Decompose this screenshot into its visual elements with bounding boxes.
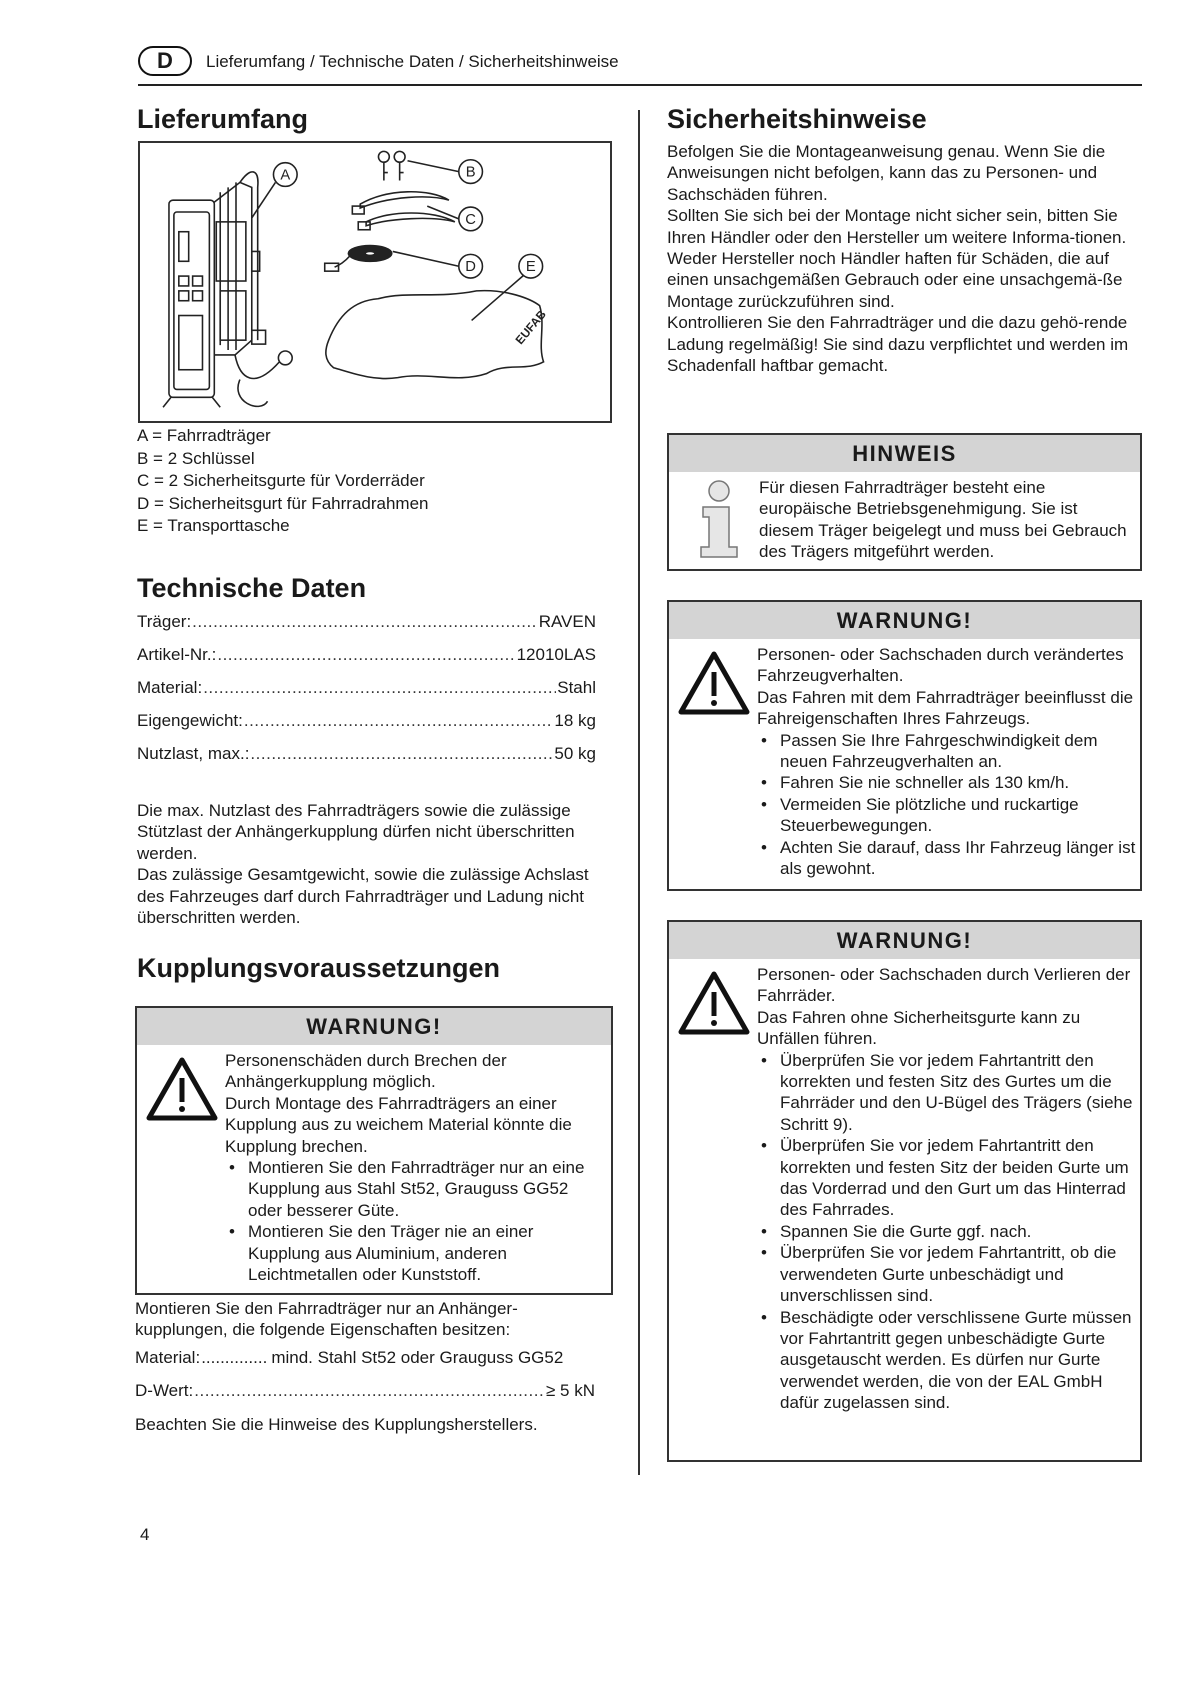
figure-label-b: B bbox=[465, 164, 476, 181]
spec-row-material bbox=[137, 678, 596, 698]
legend-item: E = Transporttasche bbox=[137, 516, 290, 536]
load-paragraph: Das zulässige Gesamtgewicht, sowie die zulässige Achslast des Fahrzeuges darf durch Fahrradträger und Ladung nicht überschritten werden. bbox=[137, 865, 589, 928]
column-divider bbox=[638, 110, 640, 1475]
warning-body bbox=[757, 964, 1137, 1414]
spec-row-traeger bbox=[137, 612, 596, 632]
warning-heading: WARNUNG! bbox=[137, 1008, 611, 1045]
warnung-fahrzeug-box bbox=[667, 600, 1142, 891]
list-item: • Passen Sie Ihre Fahrgeschwindigkeit dem neuen Fahrzeugverhalten an. bbox=[757, 730, 1137, 773]
warning-list bbox=[757, 730, 1137, 880]
spec-value: mind. Stahl St52 oder Grauguss GG52 bbox=[271, 1348, 564, 1367]
spec-value: Stahl bbox=[557, 678, 596, 697]
spec-row-eigengewicht bbox=[137, 711, 596, 731]
spec-dots bbox=[194, 1381, 545, 1401]
sicherheit-paragraph: Kontrollieren Sie den Fahrradträger und die dazu gehö-rende Ladung regelmäßig! Sie sind dazu verpflichtet und werden im Schadenfall haftbar gemacht. bbox=[667, 313, 1129, 376]
list-item: • Spannen Sie die Gurte ggf. nach. bbox=[757, 1221, 1137, 1242]
spec-label: Artikel-Nr.: bbox=[137, 645, 217, 664]
info-icon bbox=[695, 479, 743, 561]
sicherheit-paragraph: Befolgen Sie die Montageanweisung genau. Wenn Sie die Anweisungen nicht befolgen, kann das zu Personen- und Sachschäden führen. bbox=[667, 142, 1106, 204]
spec-label: D-Wert: bbox=[135, 1381, 194, 1400]
spec-label: Material: bbox=[135, 1348, 201, 1367]
page-number: 4 bbox=[140, 1525, 150, 1544]
warning-triangle-icon bbox=[677, 970, 751, 1036]
legend-item: D = Sicherheitsgurt für Fahrradrahmen bbox=[137, 493, 429, 513]
spec-dots: .............. bbox=[201, 1348, 268, 1367]
spec-label: Träger: bbox=[137, 612, 192, 631]
bike-carrier-illustration bbox=[140, 143, 610, 421]
warning-heading: WARNUNG! bbox=[669, 922, 1140, 959]
lieferumfang-heading: Lieferumfang bbox=[137, 104, 309, 134]
spec-dots bbox=[244, 711, 554, 731]
spec-dots bbox=[250, 744, 553, 764]
kupplung-intro: Montieren Sie den Fahrradträger nur an Anhänger-kupplungen, die folgende Eigenschaften besitzen: bbox=[135, 1299, 518, 1340]
figure-label-e: E bbox=[525, 259, 536, 276]
spec-dots bbox=[203, 678, 556, 698]
sicherheit-heading: Sicherheitshinweise bbox=[667, 104, 927, 134]
figure-label-c: C bbox=[465, 211, 476, 228]
technische-daten-heading: Technische Daten bbox=[137, 573, 367, 603]
warning-list bbox=[225, 1157, 605, 1285]
delivery-legend bbox=[137, 425, 429, 538]
spec-value: 12010LAS bbox=[516, 645, 596, 664]
page-header bbox=[138, 42, 1142, 86]
warning-body bbox=[225, 1050, 605, 1285]
spec-dots bbox=[192, 612, 538, 632]
legend-item: B = 2 Schlüssel bbox=[137, 448, 255, 468]
list-item: • Achten Sie darauf, dass Ihr Fahrzeug länger ist als gewohnt. bbox=[757, 837, 1137, 880]
kupplung-dwert-row bbox=[135, 1381, 595, 1401]
warning-lead: Personenschäden durch Brechen der Anhängerkupplung möglich. bbox=[225, 1051, 507, 1092]
warning-text: Das Fahren mit dem Fahrradträger beeinflusst die Fahreigenschaften Ihres Fahrzeugs. bbox=[757, 687, 1134, 729]
list-item: • Überprüfen Sie vor jedem Fahrtantritt den korrekten und festen Sitz der beiden Gurte um das Vorderrad und den Gurt um das Hinterrad des Fahrrades. bbox=[757, 1135, 1137, 1221]
spec-value: ≥ 5 kN bbox=[545, 1381, 595, 1400]
legend-item: A = Fahrradträger bbox=[137, 426, 271, 445]
load-paragraph: Die max. Nutzlast des Fahrradträgers sowie die zulässige Stützlast der Anhängerkupplung dürfen nicht überschritten werden. bbox=[137, 801, 575, 863]
header-title: Lieferumfang / Technische Daten / Sicherheitshinweise bbox=[206, 52, 619, 71]
kupplung-material-row bbox=[135, 1348, 595, 1368]
kupplung-heading: Kupplungsvoraussetzungen bbox=[137, 953, 501, 983]
kupplung-note: Beachten Sie die Hinweise des Kupplungsherstellers. bbox=[135, 1415, 538, 1434]
sicherheit-paragraph: Sollten Sie sich bei der Montage nicht sicher sein, bitten Sie Ihren Händler oder den Hersteller um weitere Informa-tionen. bbox=[667, 206, 1127, 247]
spec-row-nutzlast bbox=[137, 744, 596, 764]
hinweis-text: Für diesen Fahrradträger besteht eine europäische Betriebsgenehmigung. Sie ist diesem Träger beigelegt und muss bei Gebrauch des Trägers mitgeführt werden. bbox=[759, 478, 1127, 562]
warning-text: Durch Montage des Fahrradträgers an einer Kupplung aus zu weichem Material könnte die Kupplung brechen. bbox=[225, 1093, 572, 1156]
spec-label: Eigengewicht: bbox=[137, 711, 243, 730]
legend-item: C = 2 Sicherheitsgurte für Vorderräder bbox=[137, 471, 425, 491]
spec-dots bbox=[217, 645, 515, 665]
warnung-gurte-box bbox=[667, 920, 1142, 1462]
warning-heading: WARNUNG! bbox=[669, 602, 1140, 639]
spec-row-artikel bbox=[137, 645, 596, 665]
sicherheit-text bbox=[667, 141, 1145, 376]
spec-label: Material: bbox=[137, 678, 203, 697]
hinweis-heading: HINWEIS bbox=[669, 435, 1140, 472]
list-item: • Montieren Sie den Träger nie an einer Kupplung aus Aluminium, anderen Leichtmetallen oder Kunststoff. bbox=[225, 1221, 605, 1285]
list-item: • Vermeiden Sie plötzliche und ruckartige Steuerbewegungen. bbox=[757, 794, 1137, 837]
sicherheit-paragraph: Weder Hersteller noch Händler haften für Schäden, die auf einen unsachgemäßen Gebrauch oder eine unsachgemä-ße Montage zurückzuführen sind. bbox=[667, 249, 1123, 311]
list-item: • Fahren Sie nie schneller als 130 km/h. bbox=[757, 772, 1137, 793]
list-item: • Überprüfen Sie vor jedem Fahrtantritt den korrekten und festen Sitz des Gurtes um die Fahrräder und den U-Bügel des Trägers (siehe Schritt 9). bbox=[757, 1050, 1137, 1136]
spec-value: 50 kg bbox=[554, 744, 596, 763]
warning-triangle-icon bbox=[145, 1056, 219, 1122]
language-badge: D bbox=[138, 46, 192, 76]
hinweis-box bbox=[667, 433, 1142, 571]
list-item: • Montieren Sie den Fahrradträger nur an eine Kupplung aus Stahl St52, Grauguss GG52 oder besserer Güte. bbox=[225, 1157, 605, 1221]
spec-value: RAVEN bbox=[538, 612, 596, 631]
warning-triangle-icon bbox=[677, 650, 751, 716]
warning-list bbox=[757, 1050, 1137, 1414]
warning-lead: Personen- oder Sachschaden durch verändertes Fahrzeugverhalten. bbox=[757, 645, 1124, 686]
spec-label: Nutzlast, max.: bbox=[137, 744, 250, 763]
list-item: • Beschädigte oder verschlissene Gurte müssen vor Fahrtantritt gegen unbeschädigte Gurte ausgetauscht werden. Es dürfen nur Gurte verwendet werden, die von der EAL GmbH dafür zugelassen sind. bbox=[757, 1307, 1137, 1414]
spec-value: 18 kg bbox=[554, 711, 596, 730]
warning-text: Das Fahren ohne Sicherheitsgurte kann zu Unfällen führen. bbox=[757, 1007, 1081, 1049]
kupplung-warning-box bbox=[135, 1006, 613, 1295]
warning-lead: Personen- oder Sachschaden durch Verlieren der Fahrräder. bbox=[757, 965, 1131, 1006]
bag-brand-logo: EUFAB bbox=[512, 307, 549, 348]
figure-label-a: A bbox=[280, 167, 291, 184]
figure-label-d: D bbox=[465, 259, 476, 276]
warning-body bbox=[757, 644, 1137, 879]
load-info bbox=[137, 800, 612, 928]
delivery-figure bbox=[138, 141, 612, 423]
list-item: • Überprüfen Sie vor jedem Fahrtantritt, ob die verwendeten Gurte unbeschädigt und unverschlissen sind. bbox=[757, 1242, 1137, 1306]
